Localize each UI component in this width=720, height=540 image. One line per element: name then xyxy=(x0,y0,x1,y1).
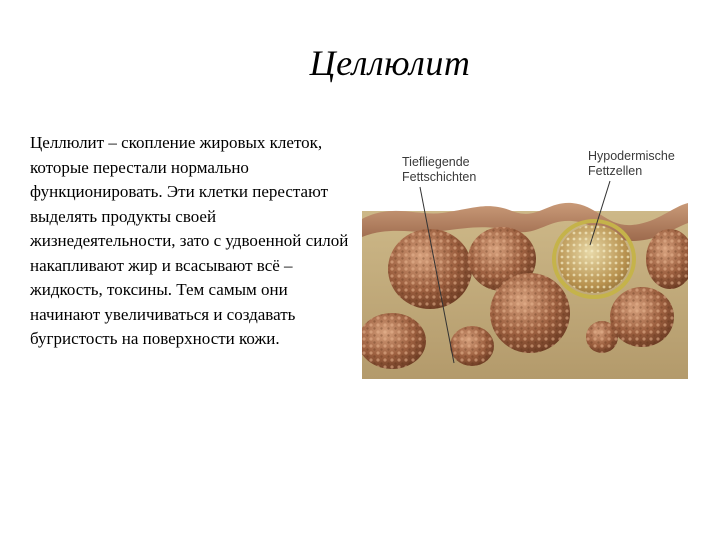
label-left-line1: Tiefliegende xyxy=(402,155,470,169)
label-right-line2: Fettzellen xyxy=(588,164,643,178)
label-hypodermische-fettzellen xyxy=(588,149,675,179)
cellulite-illustration xyxy=(362,141,688,379)
label-right-line1: Hypodermische xyxy=(588,149,675,163)
label-tiefliegende-fettschichten xyxy=(402,155,476,185)
label-left-line2: Fettschichten xyxy=(402,170,477,184)
body-paragraph: Целлюлит – скопление жировых клеток, которые перестали нормально функционировать. Эти клетки перестают выделять продукты своей жизнедеятельности, зато с удвоенной силой накапливают жир и всасывают всё – жидкость, токсины. Тем самым они начинают увеличиваться и создавать бугристость на поверхности кожи. xyxy=(30,133,349,348)
slide-title: Целлюлит xyxy=(309,43,471,83)
